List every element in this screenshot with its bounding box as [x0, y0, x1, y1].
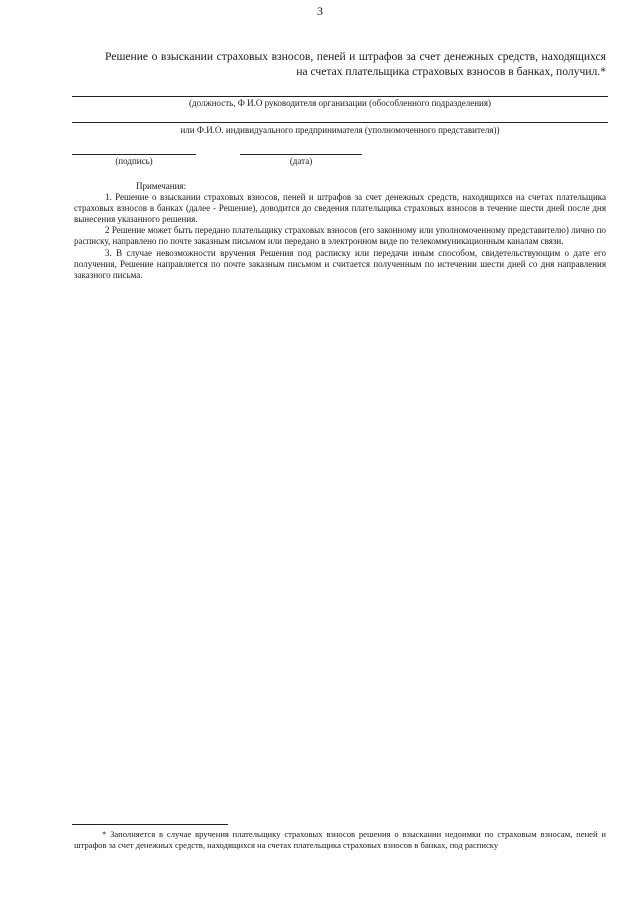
note-item-3: 3. В случае невозможности вручения Решения под расписку или передачи иным способом, свидетельствующим о дате его получения, Решение направляется по почте заказным письмом и считается полученным по истечении шести дней со дня направления заказного письма.	[74, 247, 606, 280]
position-caption: (должность, Ф И.О руководителя организации (обособленного подразделения)	[189, 98, 491, 108]
note-item-1: 1. Решение о взыскании страховых взносов, пеней и штрафов за счет денежных средств, находящихся на счетах плательщика страховых взносов в банках (далее - Решение), доводится до сведения плательщика страховых взносов в течение шести дней после дня вынесения указанного решения.	[74, 192, 606, 225]
footnote-separator	[72, 824, 228, 825]
notes-title: Примечания:	[136, 181, 187, 191]
position-signature-line	[72, 96, 608, 97]
footnote-text: * Заполняется в случае вручения плательщику страховых взносов решения о взыскании недоимки по страховым взносам, пеней и штрафов за счет денежных средств, находящихся на счетах плательщика страховых взносов в банках, под расписку	[74, 829, 606, 850]
footnote	[74, 829, 606, 851]
entrepreneur-caption: или Ф.И.О. индивидуального предпринимателя (уполномоченного представителя))	[180, 125, 500, 135]
receipt-statement: Решение о взыскании страховых взносов, пеней и штрафов за счет денежных средств, находящихся на счетах плательщика страховых взносов в банках, получил.*	[105, 50, 606, 78]
note-item-2: 2 Решение может быть передано плательщику страховых взносов (его законному или уполномоченному представителю) лично по расписку, направлено по почте заказным письмом или передано в электронном виде по телекоммуникационным каналам связи.	[74, 225, 606, 247]
signature-caption: (подпись)	[115, 156, 153, 166]
entrepreneur-signature-line	[72, 122, 608, 123]
date-line	[240, 154, 362, 155]
notes-section	[74, 181, 606, 281]
date-caption: (дата)	[289, 156, 313, 166]
page-number: 3	[317, 4, 323, 18]
signature-line	[72, 154, 196, 155]
